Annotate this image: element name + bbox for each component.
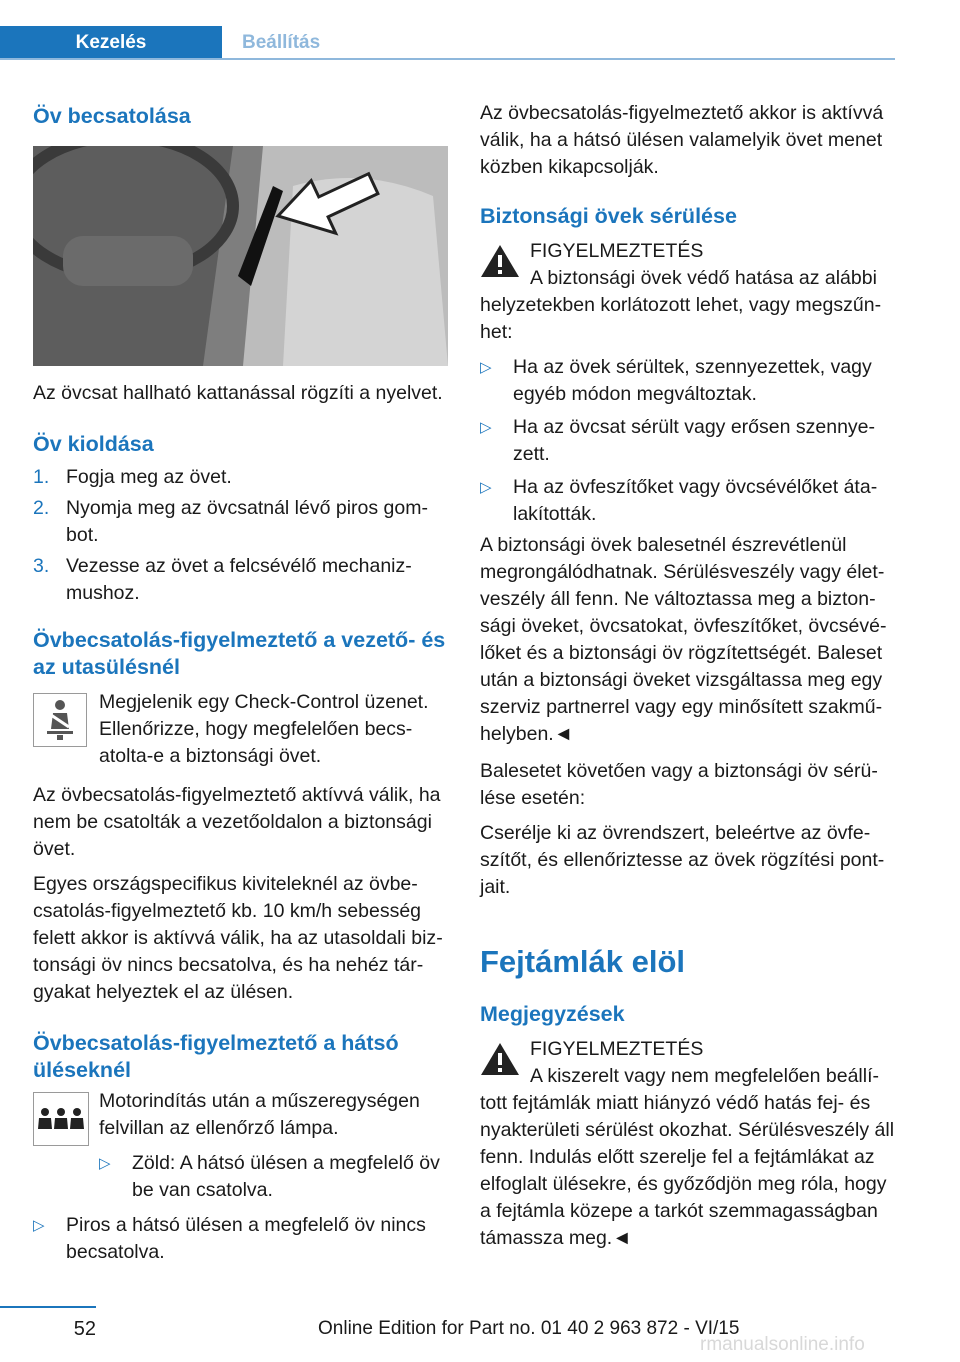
rear-seats-icon <box>33 1092 89 1146</box>
bullet-triangle-icon: ▷ <box>480 359 492 376</box>
bullet-text: Piros a hátsó ülésen a megfelelő öv nincs becsatolva. <box>66 1214 426 1263</box>
step-number: 2. <box>33 497 50 519</box>
list-item <box>33 1212 448 1266</box>
left-column <box>33 100 448 1266</box>
step-text: Fogja meg az övet. <box>66 466 232 488</box>
warning-block-2 <box>480 1036 895 1063</box>
header-tabs <box>0 0 895 60</box>
warning1-para: A biztonsági övek balesetnél észrevétlenül megrongálódhatnak. Sérülésveszély vagy életveszély áll fenn. Ne változtassa meg a biztonsági öveket, övcsatokat, övfeszítőket, övcsévélőket és a biztonsági öv rögzítettségét. Baleset után a biztonsági öveket vizsgáltassa meg egy szerviz partnerrel vagy egy minősített szakműhelyben.◄ <box>480 534 887 745</box>
bullet-triangle-icon: ▷ <box>33 1217 45 1234</box>
chapter-title-headrests: Fejtámlák elöl <box>480 944 686 979</box>
warning-label-2: FIGYELMEZTETÉS <box>530 1038 704 1060</box>
list-item <box>33 464 448 491</box>
warning-bullets <box>480 354 895 528</box>
warning-triangle-icon <box>480 1042 520 1076</box>
list-item <box>99 1150 448 1204</box>
seatbelt-illustration <box>33 146 448 366</box>
step-number: 3. <box>33 555 50 577</box>
step-number: 1. <box>33 466 50 488</box>
bullet-triangle-icon: ▷ <box>99 1155 111 1172</box>
header-divider <box>0 58 895 60</box>
bullet-text: Zöld: A hátsó ülésen a megfelelő öv be van csatolva. <box>132 1152 440 1201</box>
rear-warning-block <box>33 1088 448 1204</box>
front-warning-text: Megjelenik egy Check-Control üzenet. Ellenőrizze, hogy megfelelően becsatolta-e a biztonsági övet. <box>99 691 429 767</box>
step-text: Nyomja meg az övcsatnál lévő piros gombot. <box>66 497 428 546</box>
tab-beallitas[interactable]: Beállítás <box>242 32 321 53</box>
section-title-belt-damage: Biztonsági övek sérülése <box>480 204 737 228</box>
warning2-text: A kiszerelt vagy nem megfelelően beállított fejtámlák miatt hiányzó védő hatás fej- és nyakterületi sérülést okozhat. Sérülésveszély áll fenn. Indulás előtt szerelje fel a fejtámlákat az elfoglalt ülésekre, és győződjön meg róla, hogy a fejtámla közepe a tarkót szemmagasságban támassza meg.◄ <box>480 1065 895 1249</box>
rear-sub-list <box>99 1150 448 1204</box>
bullet-text: Ha az övek sérültek, szennyezettek, vagy egyéb módon megváltoztak. <box>513 356 872 405</box>
bullet-triangle-icon: ▷ <box>480 479 492 496</box>
front-warning-para1: Az övbecsatolás-figyelmeztető aktívvá válik, ha nem be csatolták a vezetőoldalon a biztonsági övet. <box>33 784 441 860</box>
intro-para: Az övbecsatolás-figyelmeztető akkor is aktívvá válik, ha a hátsó ülésen valamelyik övet menet közben kikapcsolják. <box>480 102 884 178</box>
front-warning-block <box>33 689 448 770</box>
bullet-triangle-icon: ▷ <box>480 419 492 436</box>
tab-kezeles[interactable]: Kezelés <box>0 26 222 60</box>
after-accident-para1: Balesetet követően vagy a biztonsági öv sérülése esetén: <box>480 760 878 809</box>
bullet-text: Ha az övcsat sérült vagy erősen szennyezett. <box>513 416 876 465</box>
section-title-front-warning: Övbecsatolás-figyelmeztető a vezető- és az utasülésnél <box>33 628 446 679</box>
photo-caption: Az övcsat hallható kattanással rögzíti a nyelvet. <box>33 382 443 404</box>
list-item <box>33 495 448 549</box>
bullet-text: Ha az övfeszítőket vagy övcsévélőket átalakították. <box>513 476 878 525</box>
rear-list <box>33 1212 448 1266</box>
page-number: 52 <box>73 1318 96 1340</box>
list-item <box>33 553 448 607</box>
release-steps <box>33 464 448 607</box>
after-accident-para2: Cserélje ki az övrendszert, beleértve az övfeszítőt, és ellenőriztesse az övek rögzítési pontjait. <box>480 822 885 898</box>
list-item <box>480 474 895 528</box>
warning-block-1 <box>480 238 895 265</box>
warning-triangle-icon <box>480 244 520 278</box>
list-item <box>480 414 895 468</box>
warning-label: FIGYELMEZTETÉS <box>530 240 704 262</box>
section-title-rear-warning: Övbecsatolás-figyelmeztető a hátsó üléseknél <box>33 1031 399 1082</box>
edition-text: Online Edition for Part no. 01 40 2 963 872 - VI/15 <box>318 1318 740 1339</box>
list-item <box>480 354 895 408</box>
rear-warning-text: Motorindítás után a műszeregységen felvillan az ellenőrző lámpa. <box>99 1090 420 1139</box>
watermark-text: rmanualsonline.info <box>700 1334 865 1355</box>
front-warning-para2: Egyes országspecifikus kiviteleknél az övbecsatolás-figyelmeztető kb. 10 km/h sebesség felett akkor is aktívvá válik, ha az utasoldali biztonsági öv nincs becsatolva, és ha nehéz tárgyakat helyeztek el az ülésen. <box>33 873 443 1003</box>
seatbelt-warning-icon <box>33 693 87 747</box>
footer-divider <box>0 1306 96 1308</box>
section-title-belt-fasten: Öv becsatolása <box>33 104 191 128</box>
step-text: Vezesse az övet a felcsévélő mechanizmushoz. <box>66 555 412 604</box>
seatbelt-photo <box>33 146 448 366</box>
warning1-text: A biztonsági övek védő hatása az alábbi helyzetekben korlátozott lehet, vagy megszűnhet: <box>480 267 882 343</box>
section-title-belt-release: Öv kioldása <box>33 432 154 456</box>
section-title-notes: Megjegyzések <box>480 1002 625 1026</box>
right-column <box>480 100 895 1252</box>
